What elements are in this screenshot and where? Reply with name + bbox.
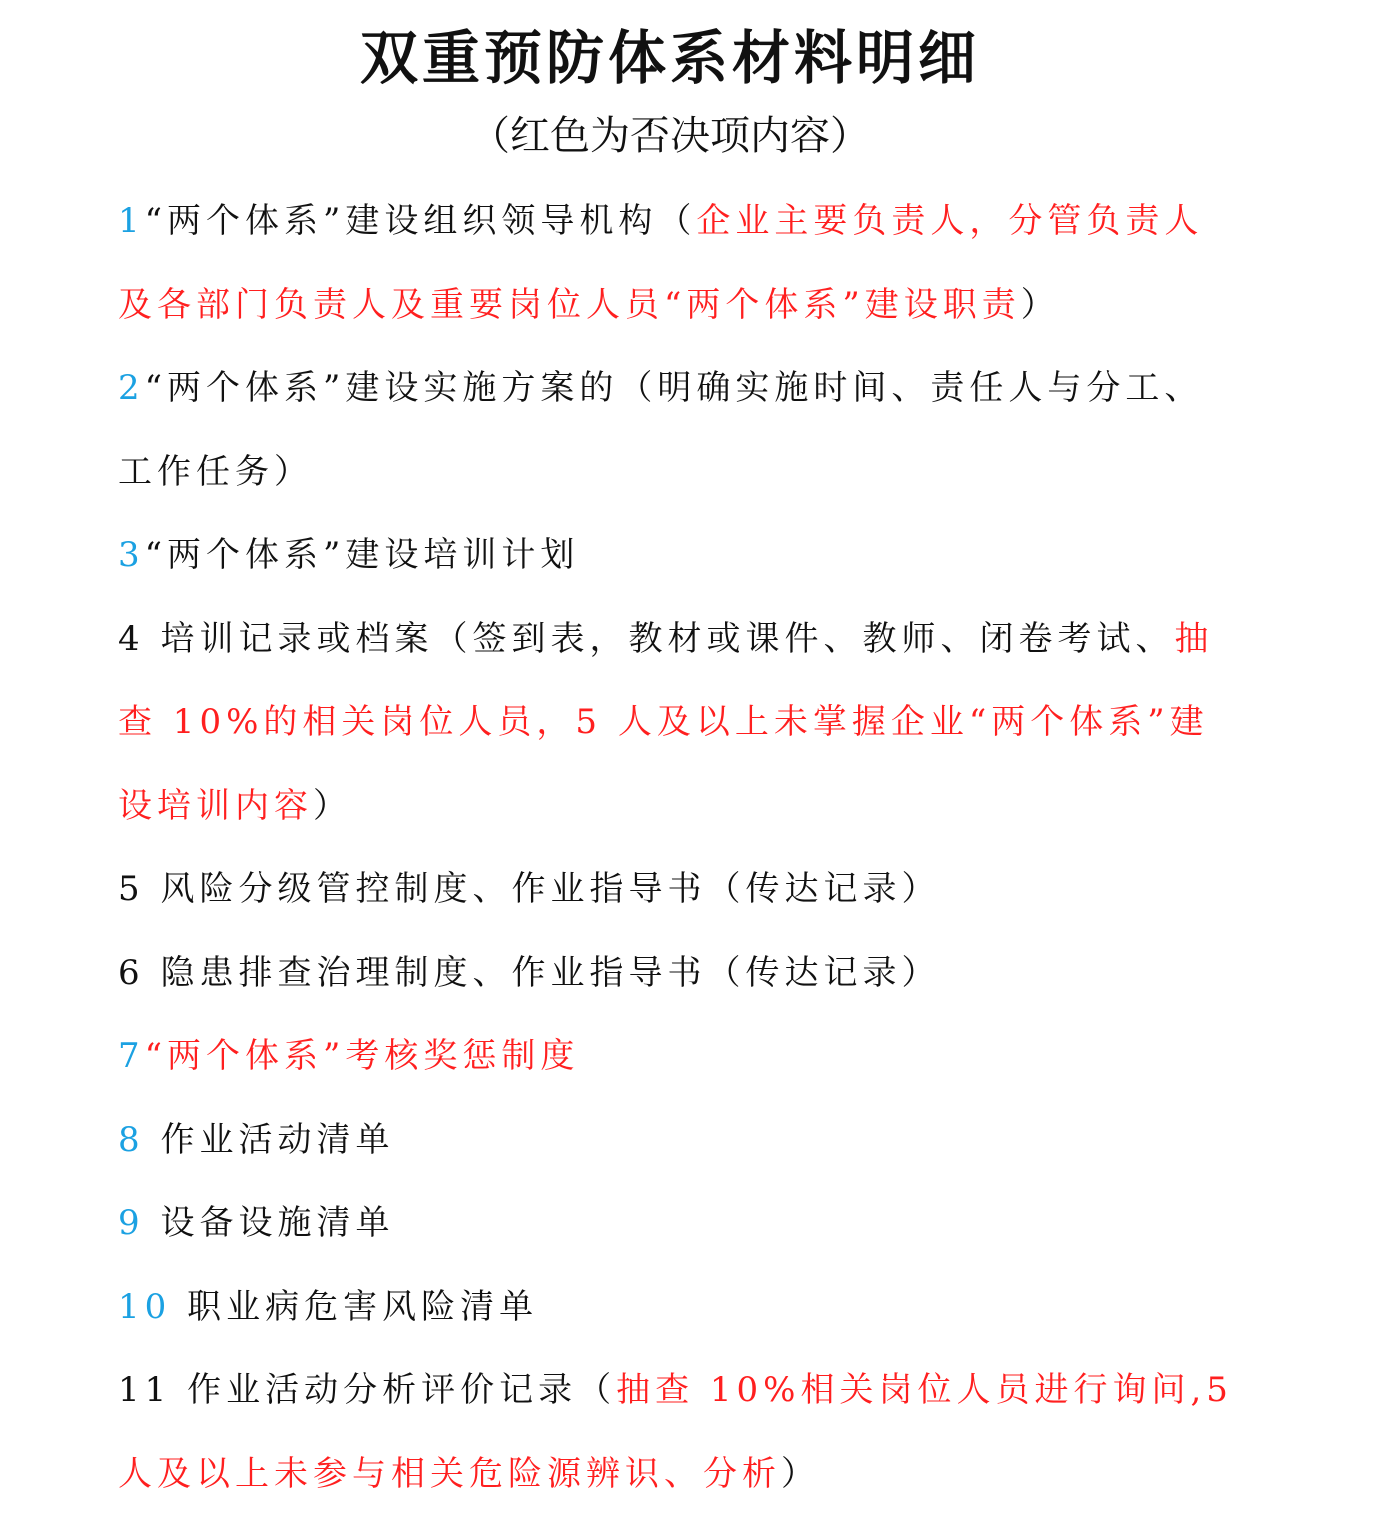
list-item <box>118 180 1238 347</box>
item-tail: ） <box>781 1453 820 1494</box>
item-veto-text: 企业主要负责人，分管负责人及各部门负责人及重要岗位人员“两个体系”建设职责 <box>118 201 1204 325</box>
list-item <box>118 1099 1238 1183</box>
item-veto-text: 抽查 10%相关岗位人员进行询问,5 人及以上未参与相关危险源辨识、分析 <box>118 1370 1233 1494</box>
item-number: 7 <box>118 1036 145 1076</box>
list-item <box>118 932 1238 1016</box>
item-number: 3 <box>118 535 145 575</box>
list-item <box>118 1266 1238 1350</box>
item-number: 8 <box>118 1119 161 1160</box>
item-tail: ） <box>1020 284 1060 325</box>
item-number: 4 <box>118 618 161 659</box>
list-item <box>118 848 1238 932</box>
list-item <box>118 598 1238 849</box>
item-text: 隐患排查治理制度、作业指导书（传达记录） <box>160 952 941 993</box>
item-veto-text: 抽查 10%的相关岗位人员，5 人及以上未掌握企业“两个体系”建设培训内容 <box>118 618 1214 826</box>
item-number: 1 <box>118 201 145 241</box>
list-item <box>118 347 1238 514</box>
item-text: “两个体系”建设培训计划 <box>144 535 580 575</box>
document-title: 双重预防体系材料明细 <box>359 24 980 92</box>
item-text: 职业病危害风险清单 <box>187 1286 539 1327</box>
item-number: 2 <box>118 368 145 408</box>
list-item <box>118 1015 1238 1099</box>
item-number: 11 <box>118 1370 188 1410</box>
item-number: 9 <box>118 1203 161 1243</box>
item-text: 设备设施清单 <box>160 1203 395 1243</box>
list-item <box>118 514 1238 598</box>
item-text: “两个体系”建设实施方案的（明确实施时间、责任人与分工、工作任务） <box>118 368 1204 492</box>
item-number: 5 <box>118 869 161 909</box>
item-text: 培训记录或档案（签到表，教材或课件、教师、闭卷考试、 <box>160 618 1175 659</box>
item-text: 作业活动分析评价记录（ <box>187 1370 617 1410</box>
list-item <box>118 1182 1238 1266</box>
item-number: 10 <box>118 1286 188 1327</box>
item-number: 6 <box>118 952 161 993</box>
item-tail: ） <box>313 785 352 826</box>
document-subtitle: （红色为否决项内容） <box>470 113 870 159</box>
item-text: 风险分级管控制度、作业指导书（传达记录） <box>160 869 941 909</box>
item-text: “两个体系”建设组织领导机构（ <box>144 201 697 241</box>
list-item <box>118 1349 1238 1516</box>
materials-list <box>118 180 1238 1516</box>
item-veto-text: “两个体系”考核奖惩制度 <box>144 1036 580 1076</box>
item-text: 作业活动清单 <box>160 1119 395 1160</box>
